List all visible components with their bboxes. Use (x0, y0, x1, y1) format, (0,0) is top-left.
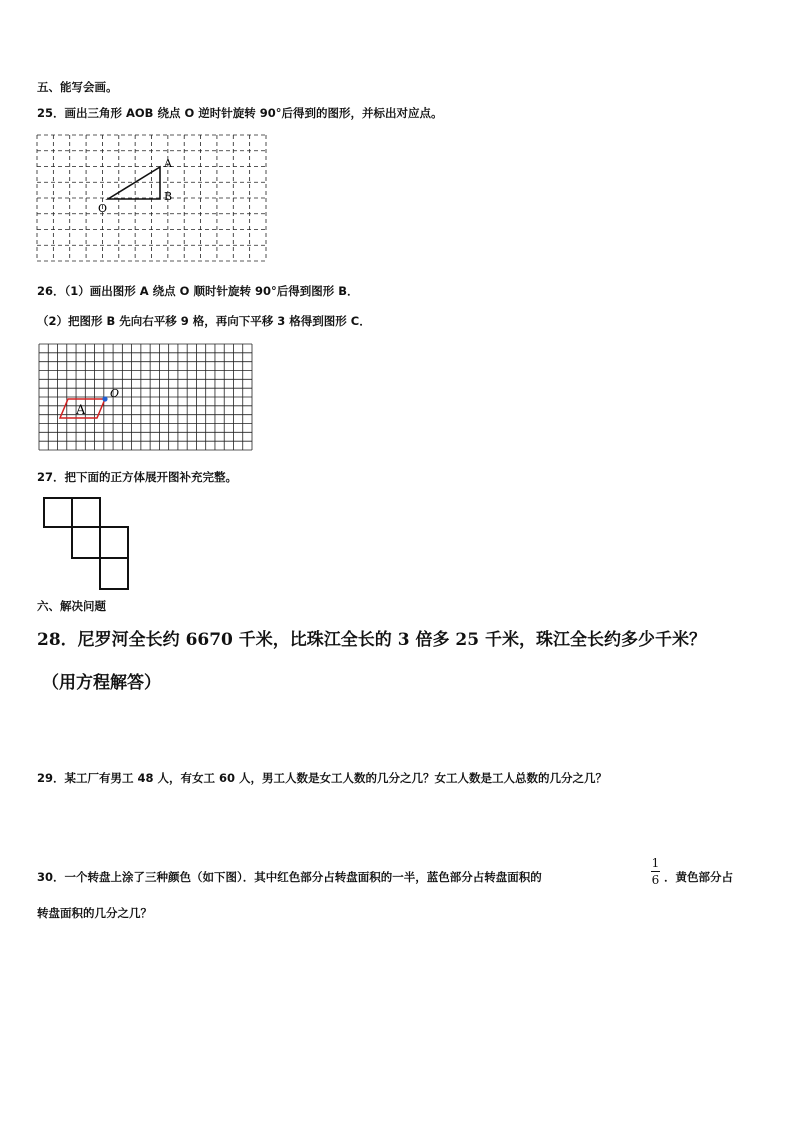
q25-grid-lines (37, 135, 266, 261)
label-o: O (98, 202, 108, 215)
net-square (72, 527, 100, 558)
fraction-denominator: 6 (651, 873, 660, 887)
net-square (100, 558, 128, 589)
q26-grid-lines (39, 344, 252, 450)
q28-line2: （用方程解答） (42, 673, 161, 693)
shape-a-label: A (76, 403, 86, 418)
section-six-heading: 六、解决问题 (37, 599, 106, 613)
q25-text: 25．画出三角形 AOB 绕点 O 逆时针旋转 90°后得到的图形，并标出对应点。 (37, 106, 443, 120)
fraction-bar (651, 871, 660, 872)
q30-line1b: ．黄色部分占 (664, 870, 733, 884)
section-five-heading: 五、能写会画。 (37, 80, 118, 94)
fraction-one-sixth (651, 856, 660, 887)
q30-line1a: 30．一个转盘上涂了三种颜色（如下图）．其中红色部分占转盘面积的一半，蓝色部分占转盘面积的 (37, 870, 542, 884)
q30-line2: 转盘面积的几分之几？ (37, 906, 152, 920)
q27-text: 27．把下面的正方体展开图补充完整。 (37, 470, 238, 484)
label-a: A (164, 157, 172, 170)
triangle-aob (108, 167, 160, 199)
net-square (72, 498, 100, 527)
point-o (102, 396, 107, 401)
q29-text: 29．某工厂有男工 48 人，有女工 60 人，男工人数是女工人数的几分之几？女工人数是工人总数的几分之几？ (37, 771, 608, 785)
q26-line1: 26．（1）画出图形 A 绕点 O 顺时针旋转 90°后得到图形 B． (37, 284, 359, 298)
q25-grid-figure (37, 135, 268, 263)
label-b: B (164, 190, 173, 203)
q28-line1: 28．尼罗河全长约 6670 千米，比珠江全长的 3 倍多 25 千米，珠江全长约多少千米？ (37, 630, 706, 650)
cube-net-figure (43, 497, 131, 591)
net-square (44, 498, 72, 527)
fraction-numerator: 1 (651, 856, 660, 870)
net-square (100, 527, 128, 558)
q26-grid-figure (39, 344, 253, 451)
q26-line2: （2）把图形 B 先向右平移 9 格，再向下平移 3 格得到图形 C． (37, 314, 371, 328)
point-o-label: O (110, 387, 120, 400)
